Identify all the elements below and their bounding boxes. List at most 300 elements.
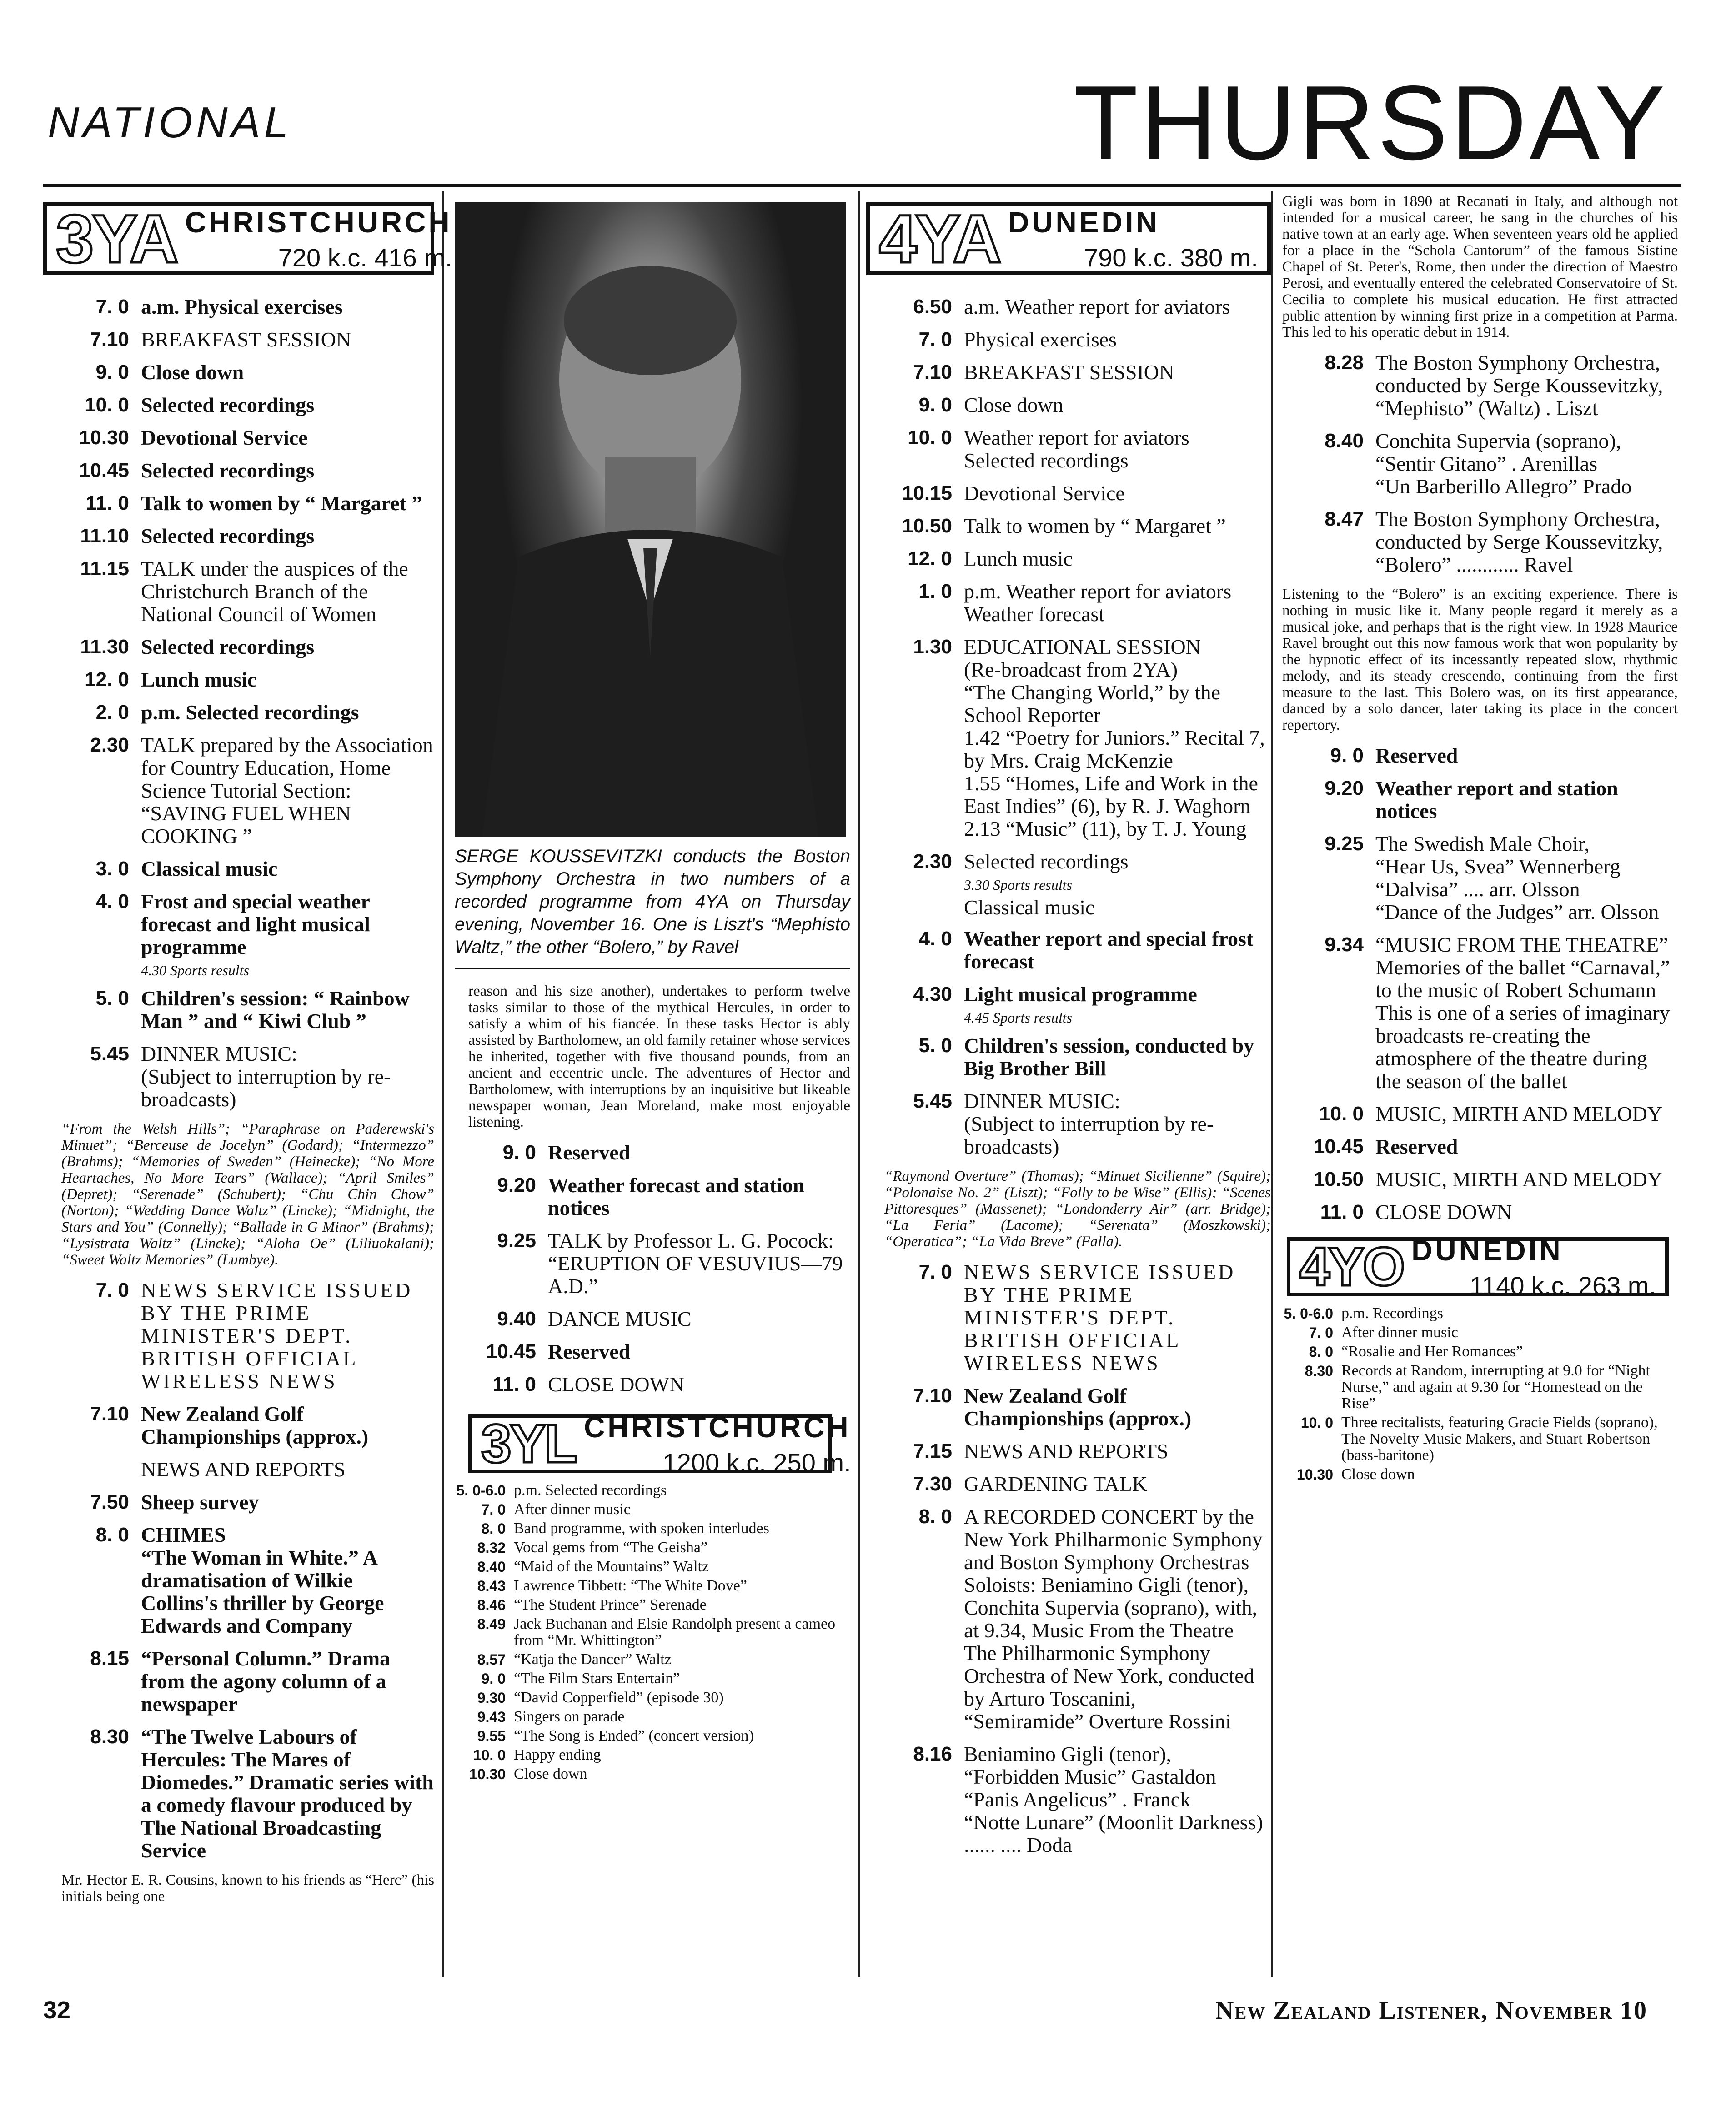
schedule-description: Selected recordings [141, 459, 315, 482]
schedule-description: p.m. Weather report for aviators Weather forecast [964, 580, 1232, 626]
continued-text: Mr. Hector E. R. Cousins, known to his friends as “Herc” (his initials being one [61, 1872, 434, 1905]
schedule-row [1278, 1305, 1678, 1322]
schedule-time: 10. 0 [1300, 1415, 1333, 1431]
schedule-time: 5. 0-6.0 [456, 1482, 506, 1499]
schedule-time: 7.30 [913, 1473, 952, 1495]
schedule-description: Beniamino Gigli (tenor), “Forbidden Music” Gastaldon “Panis Angelicus” . Franck “Notte Lunare” (Moonlit Darkness) ...... .... Doda [964, 1742, 1263, 1856]
dinner-music-list: “Raymond Overture” (Thomas); “Minuet Sicilienne” (Squire); “Polonaise No. 2” (Liszt); “Folly to be Wise” (Ellis); “Scenes Pittoresques” (Massenet); “Londonderry Air” (arr. Bridge); “La Feria” (Lacome); “Serenata” (Moszkowski); “Operatica”; “La Vida Breve” (Falla). [884, 1168, 1271, 1250]
schedule-description: Vocal gems from “The Geisha” [514, 1539, 708, 1556]
schedule-description: Weather report and special frost forecast [964, 927, 1254, 973]
schedule-time: 8. 0 [95, 1524, 129, 1546]
schedule-description: “Personal Column.” Drama from the agony column of a newspaper [141, 1647, 391, 1716]
schedule-description: Lunch music [141, 668, 257, 691]
schedule-description: After dinner music [1341, 1324, 1458, 1341]
schedule-subnote: 3.30 Sports results [964, 877, 1072, 893]
schedule-time: 10. 0 [473, 1747, 506, 1763]
schedule-description: New Zealand Golf Championships (approx.) [964, 1384, 1192, 1430]
schedule-time: 7.10 [90, 1403, 129, 1425]
station-call-sign: 3YL [481, 1413, 576, 1474]
schedule-time: 7.10 [913, 1385, 952, 1407]
schedule-time: 9. 0 [481, 1671, 506, 1687]
schedule-time: 9.25 [497, 1229, 536, 1252]
schedule-description: “Maid of the Mountains” Waltz [514, 1558, 709, 1575]
schedule-time: 10.45 [486, 1340, 536, 1363]
schedule-description: a.m. Weather report for aviators [964, 295, 1230, 318]
news-service-item [866, 1261, 1271, 1375]
page-number: 32 [43, 1997, 71, 2024]
schedule-description: p.m. Selected recordings [141, 701, 359, 724]
schedule-row [43, 701, 434, 724]
schedule-row [1278, 508, 1678, 576]
schedule-time: 7.50 [90, 1491, 129, 1513]
schedule-time: 5.45 [913, 1090, 952, 1112]
schedule-time [43, 1458, 141, 1481]
schedule-description: “The Twelve Labours of Hercules: The Mares of Diomedes.” Dramatic series with a comedy flavour produced by The National Broadcasting Service [141, 1725, 434, 1862]
schedule-description: Sheep survey [141, 1490, 259, 1514]
schedule-description: Close down [514, 1766, 587, 1782]
schedule-time: 9.25 [1325, 833, 1364, 855]
schedule-row [43, 525, 434, 547]
schedule-subnote: 4.45 Sports results [964, 1009, 1072, 1026]
schedule-row [1278, 351, 1678, 420]
schedule-row [866, 580, 1271, 626]
column-divider [858, 191, 860, 1977]
schedule-row [866, 636, 1271, 840]
schedule-time: 5.45 [90, 1043, 129, 1065]
schedule-time: 7.10 [913, 361, 952, 383]
schedule-description: Happy ending [514, 1746, 601, 1763]
schedule-row [43, 394, 434, 416]
schedule-description: Three recitalists, featuring Gracie Fields (soprano), The Novelty Music Makers, and Stuart Robertson (bass-baritone) [1341, 1414, 1658, 1464]
schedule-description: Classical music [141, 857, 278, 880]
schedule-time: 10.30 [1296, 1466, 1333, 1483]
schedule-description: The Boston Symphony Orchestra, conducted by Serge Koussevitzky, “Bolero” ............ Ravel [1375, 507, 1663, 576]
schedule-time: 8.30 [90, 1726, 129, 1748]
schedule-description: Records at Random, interrupting at 9.0 for “Night Nurse,” and again at 9.30 for “Homestead on the Rise” [1341, 1362, 1650, 1412]
schedule-description: TALK by Professor L. G. Pocock: “ERUPTION OF VESUVIUS—79 A.D.” [548, 1229, 843, 1298]
station-call-sign: 4YA [879, 201, 1000, 277]
schedule-description: “The Student Prince” Serenade [514, 1596, 707, 1613]
schedule-row [43, 426, 434, 449]
schedule-description: DANCE MUSIC [548, 1307, 692, 1330]
schedule-time: 8.49 [477, 1616, 506, 1632]
station-city: CHRISTCHURCH [584, 1410, 851, 1444]
schedule-time: 12. 0 [85, 668, 129, 691]
schedule-row [866, 1090, 1271, 1158]
schedule-row [866, 361, 1271, 384]
schedule-description: Jack Buchanan and Elsie Randolph present a cameo from “Mr. Whittington” [514, 1615, 836, 1649]
schedule-time: 8.30 [1305, 1363, 1333, 1379]
schedule-description: Reserved [1375, 1135, 1458, 1158]
schedule-row [43, 1647, 434, 1716]
schedule-description: “The Song is Ended” (concert version) [514, 1727, 754, 1744]
schedule-time: 8. 0 [481, 1520, 506, 1537]
schedule-description: After dinner music [514, 1501, 631, 1518]
schedule-row [450, 1520, 850, 1537]
schedule-time: 10.50 [902, 515, 952, 537]
schedule-time: 9.34 [1325, 933, 1364, 956]
schedule-time: 7. 0 [918, 328, 952, 351]
schedule-description: Selected recordings [964, 850, 1129, 873]
schedule-row [866, 1473, 1271, 1495]
schedule-time: 8.46 [477, 1597, 506, 1613]
schedule-description: Close down [141, 361, 244, 384]
schedule-time: 2.30 [913, 850, 952, 873]
schedule-row [43, 668, 434, 691]
page-day-title: THURSDAY [1074, 64, 1668, 182]
schedule-row [43, 1403, 434, 1448]
schedule-list [866, 1034, 1271, 1158]
schedule-description: CHIMES “The Woman in White.” A dramatisation of Wilkie Collins's thriller by George Edwards and Company [141, 1523, 384, 1637]
schedule-description: Talk to women by “ Margaret ” [141, 492, 422, 515]
schedule-time: 8.15 [90, 1647, 129, 1670]
schedule-time: 5. 0 [918, 1034, 952, 1057]
schedule-row [43, 1458, 434, 1481]
schedule-list-small [1278, 1305, 1678, 1483]
schedule-time: 8.57 [477, 1651, 506, 1668]
schedule-description: Selected recordings [141, 393, 315, 416]
schedule-description: Children's session: “ Rainbow Man ” and “ Kiwi Club ” [141, 987, 410, 1033]
schedule-list-small [450, 1482, 850, 1782]
schedule-row [43, 557, 434, 626]
schedule-time: 4. 0 [95, 890, 129, 913]
station-frequency: 790 k.c. 380 m. [1084, 243, 1258, 272]
schedule-time: 7. 0 [481, 1501, 506, 1518]
station-city: DUNEDIN [1411, 1234, 1563, 1267]
schedule-description: p.m. Selected recordings [514, 1482, 667, 1499]
news-service-item [43, 1279, 434, 1393]
schedule-row [866, 547, 1271, 570]
column-photo [450, 193, 850, 1986]
schedule-description: Conchita Supervia (soprano), “Sentir Gitano” . Arenillas “Un Barberillo Allegro” Prado [1375, 429, 1632, 498]
schedule-time: 11.10 [80, 525, 129, 547]
schedule-description: Weather forecast and station notices [548, 1174, 805, 1219]
schedule-description: DINNER MUSIC: (Subject to interruption by re-broadcasts) [964, 1089, 1214, 1158]
schedule-description: EDUCATIONAL SESSION (Re-broadcast from 2YA) “The Changing World,” by the School Reporter 1.42 “Poetry for Juniors.” Recital 7, by Mrs. Craig McKenzie 1.55 “Homes, Life and Work in the East Indies” (6), by R. J. Waghorn 2.13 “Music” (11), by T. J. Young [964, 635, 1265, 840]
schedule-subnote: 4.30 Sports results [141, 962, 249, 978]
column-4ya-cont [1278, 193, 1678, 1986]
schedule-description: TALK under the auspices of the Christchurch Branch of the National Council of Women [141, 557, 408, 626]
column-divider [442, 191, 444, 1977]
schedule-row [866, 426, 1271, 472]
schedule-row [43, 296, 434, 318]
schedule-row [450, 1651, 850, 1668]
schedule-description: Reserved [1375, 744, 1458, 767]
schedule-time: 9. 0 [95, 361, 129, 383]
schedule-list [866, 1385, 1271, 1856]
schedule-row [450, 1540, 850, 1556]
schedule-description: NEWS SERVICE ISSUED BY THE PRIME MINISTER'S DEPT. BRITISH OFFICIAL WIRELESS NEWS [141, 1279, 413, 1393]
schedule-row [450, 1482, 850, 1499]
schedule-time: 8.16 [913, 1743, 952, 1765]
schedule-time: 7. 0 [95, 296, 129, 318]
publication-footer: New Zealand Listener, November 10 [1215, 1997, 1647, 2025]
schedule-time: 9. 0 [502, 1141, 536, 1164]
schedule-row [1278, 1103, 1678, 1125]
schedule-description: “Rosalie and Her Romances” [1341, 1343, 1523, 1360]
schedule-row [43, 459, 434, 482]
schedule-list [1278, 351, 1678, 576]
schedule-description: Devotional Service [141, 426, 308, 449]
schedule-row [1278, 933, 1678, 1093]
schedule-time: 8. 0 [918, 1505, 952, 1528]
schedule-time: 10. 0 [1319, 1103, 1364, 1125]
schedule-list [43, 987, 434, 1111]
column-3ya [43, 193, 452, 1986]
schedule-description: Weather report for aviators Selected recordings [964, 426, 1189, 472]
schedule-description: The Swedish Male Choir, “Hear Us, Svea” Wennerberg “Dalvisa” .... arr. Olsson “Dance of the Judges” arr. Olsson [1375, 832, 1659, 923]
schedule-description: Reserved [548, 1141, 631, 1164]
schedule-description: Singers on parade [514, 1708, 625, 1725]
schedule-row [1278, 1466, 1678, 1483]
station-frequency: 1200 k.c. 250 m. [662, 1448, 851, 1477]
schedule-description: NEWS AND REPORTS [141, 1458, 346, 1481]
schedule-row [450, 1308, 850, 1330]
schedule-list [43, 1403, 434, 1862]
schedule-time: 2.30 [90, 734, 129, 756]
schedule-time: 5. 0-6.0 [1284, 1305, 1333, 1322]
schedule-description: GARDENING TALK [964, 1472, 1148, 1495]
schedule-row [866, 515, 1271, 537]
schedule-description: Close down [964, 393, 1064, 416]
schedule-list [866, 296, 1271, 873]
schedule-time: 9.20 [1325, 777, 1364, 799]
schedule-time: 1. 0 [918, 580, 952, 602]
schedule-row [1278, 430, 1678, 498]
section-label: NATIONAL [48, 98, 292, 147]
schedule-row [450, 1671, 850, 1687]
schedule-row [1278, 1363, 1678, 1412]
schedule-row [1278, 833, 1678, 923]
schedule-time: 9.20 [497, 1174, 536, 1196]
schedule-row [1278, 744, 1678, 767]
schedule-time: 10.45 [1313, 1135, 1364, 1158]
schedule-description: CLOSE DOWN [548, 1373, 685, 1396]
schedule-time: 12. 0 [908, 547, 952, 570]
schedule-row [866, 928, 1271, 973]
schedule-row [450, 1747, 850, 1763]
schedule-description: TALK prepared by the Association for Country Education, Home Science Tutorial Section: “SAVING FUEL WHEN COOKING ” [141, 733, 433, 848]
schedule-description: Selected recordings [141, 524, 315, 547]
schedule-time: 9.55 [477, 1728, 506, 1744]
schedule-description: CLOSE DOWN [1375, 1200, 1512, 1224]
schedule-row [450, 1501, 850, 1518]
schedule-time: 3. 0 [95, 858, 129, 880]
schedule-row [1278, 1344, 1678, 1360]
schedule-description: Band programme, with spoken interludes [514, 1520, 769, 1537]
schedule-time: 8.40 [477, 1559, 506, 1575]
schedule-description: Lunch music [964, 547, 1073, 570]
schedule-time: 1.30 [913, 636, 952, 658]
schedule-description: “David Copperfield” (episode 30) [514, 1689, 724, 1706]
schedule-row [43, 1726, 434, 1862]
schedule-time: 7. 0 [1309, 1324, 1333, 1341]
schedule-row [43, 1491, 434, 1514]
schedule-row [450, 1559, 850, 1575]
column-4ya [866, 193, 1271, 1986]
schedule-row [450, 1229, 850, 1298]
schedule-row [1278, 1324, 1678, 1341]
schedule-row [1278, 777, 1678, 823]
schedule-row [43, 492, 434, 515]
schedule-description: Children's session, conducted by Big Brother Bill [964, 1034, 1254, 1080]
portrait-illustration [455, 202, 846, 837]
schedule-row [450, 1728, 850, 1744]
schedule-time: 10.45 [79, 459, 129, 482]
schedule-description: The Boston Symphony Orchestra, conducted by Serge Koussevitzky, “Mephisto” (Waltz) . Liszt [1375, 351, 1663, 420]
schedule-list [866, 928, 1271, 1006]
schedule-time: 10. 0 [908, 426, 952, 449]
station-call-sign: 3YA [56, 201, 177, 277]
continued-text: reason and his size another), undertakes to perform twelve tasks similar to those of the mythical Hercules, in order to satisfy a whim of his fiancée. In these tasks Hector is ably assisted by Bartholomew, an old family retainer whose services he inherited, together with five thousand pounds, from an ancient and eccentric uncle. The adventures of Hector and Bartholomew, with interruptions by an inquisitive but likeable newspaper woman, Jean Moreland, make most enjoyable listening. [468, 983, 850, 1130]
schedule-row [866, 1440, 1271, 1463]
schedule-row [866, 296, 1271, 318]
schedule-list [43, 296, 434, 958]
schedule-time: 8.47 [1325, 508, 1364, 530]
schedule-description: “Katja the Dancer” Waltz [514, 1651, 672, 1668]
schedule-description: Reserved [548, 1340, 631, 1363]
schedule-time: 9.30 [477, 1690, 506, 1706]
schedule-row [1278, 1415, 1678, 1464]
schedule-description: New Zealand Golf Championships (approx.) [141, 1402, 369, 1448]
schedule-row [866, 850, 1271, 873]
schedule-time: 11. 0 [492, 1373, 536, 1395]
schedule-description: “The Film Stars Entertain” [514, 1670, 680, 1687]
schedule-time: 8.32 [477, 1540, 506, 1556]
schedule-description: BREAKFAST SESSION [141, 328, 351, 351]
schedule-time: 2. 0 [95, 701, 129, 723]
schedule-description: Devotional Service [964, 482, 1125, 505]
station-city: DUNEDIN [1008, 206, 1160, 239]
schedule-row [866, 983, 1271, 1006]
schedule-row [450, 1709, 850, 1725]
header-rule [43, 184, 1681, 187]
column-divider [1271, 191, 1273, 1977]
schedule-time: 10.50 [1313, 1168, 1364, 1190]
schedule-time: 11.30 [80, 636, 129, 658]
schedule-time: 10.30 [469, 1766, 506, 1782]
station-call-sign: 4YO [1299, 1236, 1404, 1297]
schedule-row [1278, 1201, 1678, 1224]
station-frequency: 1140 k.c. 263 m. [1470, 1271, 1656, 1300]
schedule-row [450, 1597, 850, 1613]
schedule-row [450, 1578, 850, 1594]
schedule-row [866, 394, 1271, 416]
schedule-time: 8. 0 [1309, 1344, 1333, 1360]
schedule-description: Physical exercises [964, 328, 1117, 351]
schedule-time: 9.43 [477, 1709, 506, 1725]
schedule-time: 9. 0 [1330, 744, 1364, 767]
schedule-row [43, 734, 434, 848]
schedule-description: NEWS AND REPORTS [964, 1440, 1169, 1463]
photo-caption: SERGE KOUSSEVITZKI conducts the Boston Symphony Orchestra in two numbers of a recorded programme from 4YA on Thursday evening, November 16. One is Liszt's “Mephisto Waltz,” the other “Bolero,” by Ravel [455, 845, 850, 969]
schedule-row [43, 328, 434, 351]
station-city: CHRISTCHURCH [185, 206, 452, 239]
schedule-time: 4. 0 [918, 928, 952, 950]
schedule-description: MUSIC, MIRTH AND MELODY [1375, 1168, 1663, 1191]
station-banner-4yo [1287, 1234, 1669, 1300]
schedule-description: Talk to women by “ Margaret ” [964, 514, 1226, 537]
bolero-note: Listening to the “Bolero” is an exciting experience. There is nothing in music like it. Many people regard it merely as a musical joke, and perhaps that is the right view. In 1928 Maurice Ravel brought out this now famous work that won popularity by the hypnotic effect of its incessantly repeated slow, rhythmic melody, and its steady crescendo, continuing from the first measure to the last. This Bolero was, on its first appearance, danced by a solo dancer, later taking its place in the concert repertory. [1282, 586, 1678, 733]
schedule-row [450, 1616, 850, 1649]
schedule-time: 10.30 [79, 426, 129, 449]
schedule-description: a.m. Physical exercises [141, 295, 343, 318]
schedule-description: DINNER MUSIC: (Subject to interruption by re-broadcasts) [141, 1042, 391, 1111]
schedule-subnote: Classical music [964, 896, 1095, 919]
schedule-row [450, 1690, 850, 1706]
schedule-row [866, 482, 1271, 505]
station-frequency: 720 k.c. 416 m. [278, 243, 452, 272]
schedule-row [1278, 1168, 1678, 1191]
schedule-row [450, 1373, 850, 1396]
schedule-time: 11.15 [80, 557, 129, 580]
schedule-description: BREAKFAST SESSION [964, 361, 1174, 384]
schedule-time: 11. 0 [1320, 1201, 1364, 1223]
schedule-time: 9.40 [497, 1308, 536, 1330]
schedule-time: 8.40 [1325, 430, 1364, 452]
schedule-description: Lawrence Tibbett: “The White Dove” [514, 1577, 747, 1594]
schedule-description: Selected recordings [141, 635, 315, 658]
schedule-description: Close down [1341, 1466, 1415, 1483]
station-banner-3ya [43, 201, 452, 277]
schedule-row [866, 328, 1271, 351]
schedule-time: 10.15 [902, 482, 952, 504]
schedule-time: 7. 0 [918, 1261, 952, 1283]
schedule-row [43, 1524, 434, 1637]
schedule-description: Frost and special weather forecast and light musical programme [141, 890, 370, 958]
schedule-description: Light musical programme [964, 983, 1197, 1006]
schedule-row [450, 1340, 850, 1363]
schedule-time: 8.43 [477, 1578, 506, 1594]
schedule-row [450, 1174, 850, 1219]
gigli-biography: Gigli was born in 1890 at Recanati in Italy, and although not intended for a musical career, he sang in the churches of his native town at an early age. When seventeen years old he applied for a place in the “Schola Cantorum” of the famous Sistine Chapel of St. Peter's, Rome, then under the direction of Maestro Perosi, and eventually entered the celebrated Conservatoire of St. Cecilia to complete his musical education. He first attracted public attention by winning first prize in a competition at Parma. This led to his operatic debut in 1914. [1282, 193, 1678, 341]
schedule-description: MUSIC, MIRTH AND MELODY [1375, 1102, 1663, 1125]
portrait-photo [455, 202, 846, 837]
schedule-row [866, 1505, 1271, 1733]
schedule-row [450, 1766, 850, 1782]
schedule-row [43, 636, 434, 658]
schedule-time: 5. 0 [95, 987, 129, 1009]
station-banner-3yl [468, 1410, 851, 1477]
schedule-row [43, 361, 434, 384]
schedule-row [450, 1141, 850, 1164]
schedule-time: 8.28 [1325, 351, 1364, 374]
schedule-row [866, 1034, 1271, 1080]
schedule-description: p.m. Recordings [1341, 1305, 1443, 1322]
schedule-row [1278, 1135, 1678, 1158]
schedule-row [866, 1743, 1271, 1856]
schedule-row [43, 987, 434, 1033]
schedule-time: 7.10 [90, 328, 129, 351]
schedule-time: 6.50 [913, 296, 952, 318]
schedule-time: 10. 0 [85, 394, 129, 416]
schedule-time: 7.15 [913, 1440, 952, 1462]
schedule-list [450, 1141, 850, 1396]
schedule-description: Weather report and station notices [1375, 777, 1618, 823]
schedule-row [866, 1385, 1271, 1430]
schedule-description: A RECORDED CONCERT by the New York Philharmonic Symphony and Boston Symphony Orchestras Soloists: Beniamino Gigli (tenor), Conchita Supervia (soprano), with, at 9.34, Music From the Theatre The Philharmonic Symphony Orchestra of New York, conducted by Arturo Toscanini, “Semiramide” Overture Rossini [964, 1505, 1263, 1733]
schedule-time: 11. 0 [85, 492, 129, 514]
schedule-description: NEWS SERVICE ISSUED BY THE PRIME MINISTER'S DEPT. BRITISH OFFICIAL WIRELESS NEWS [964, 1260, 1236, 1375]
station-banner-4ya [866, 202, 1271, 275]
dinner-music-list: “From the Welsh Hills”; “Paraphrase on Paderewski's Minuet”; “Berceuse de Jocelyn” (Godard); “Intermezzo” (Brahms); “Memories of Sweden” (Heinecke); “No More Heartaches, No More Tears” (Wallace); “April Smiles” (Depret); “Serenade” (Schubert); “Chu Chin Chow” (Norton); “Wedding Dance Waltz” (Lincke); “Midnight, the Stars and You” (Connelly); “Ballade in G Minor” (Brahms); “Lysistrata Waltz” (Lincke); “Aloha Oe” (Liliuokalani); “Sweet Waltz Memories” (Lumbye). [61, 1121, 434, 1268]
schedule-time: 4.30 [913, 983, 952, 1005]
schedule-list [1278, 744, 1678, 1224]
schedule-row [43, 890, 434, 958]
schedule-time: 9. 0 [918, 394, 952, 416]
schedule-row [43, 1043, 434, 1111]
schedule-time: 7. 0 [95, 1279, 129, 1301]
